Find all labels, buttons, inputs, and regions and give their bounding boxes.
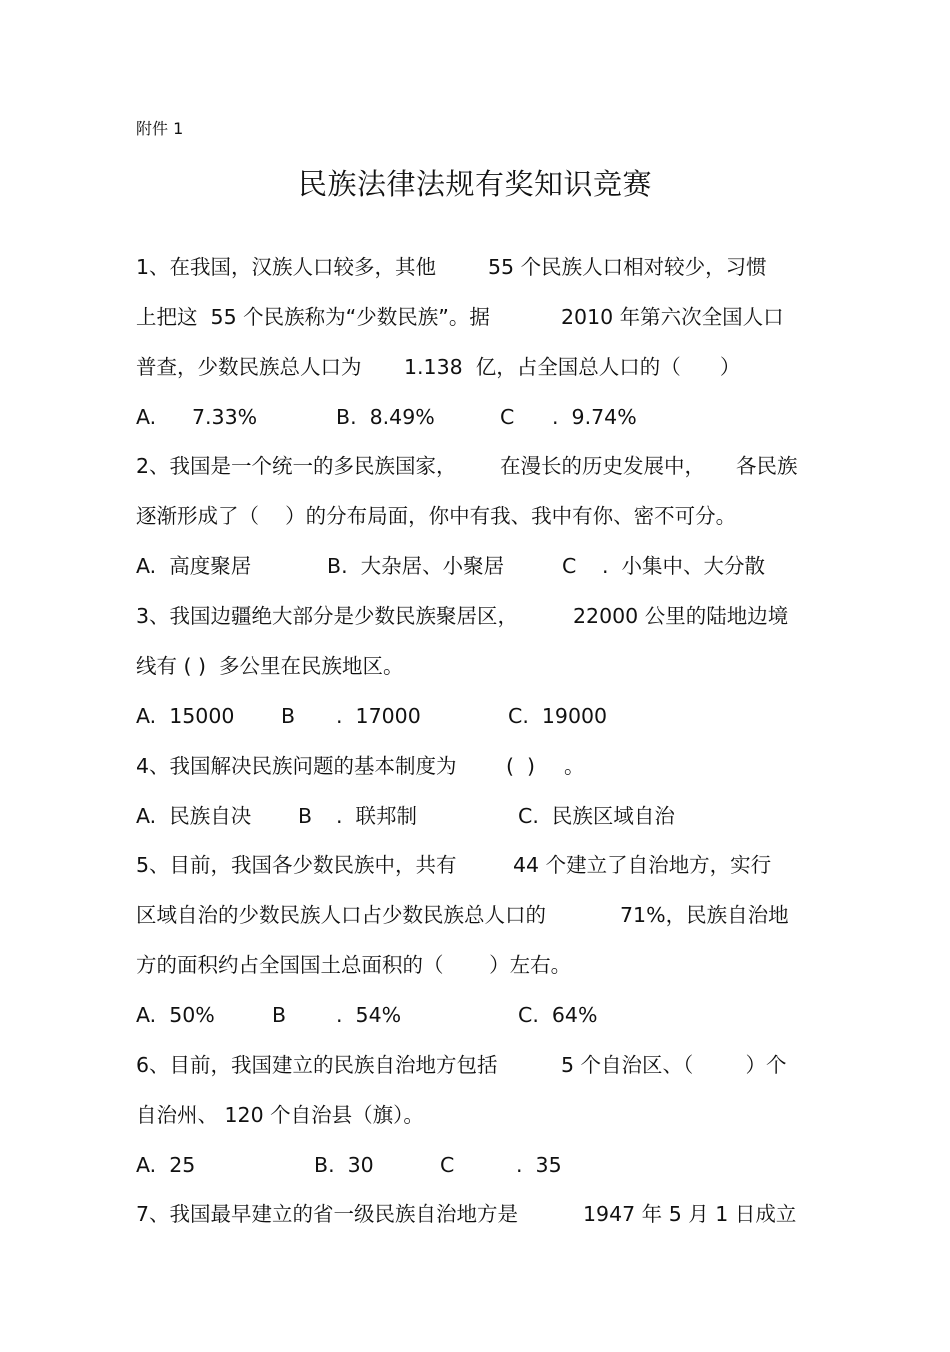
- line-segment: 线有 ( ) 多公里在民族地区。: [136, 654, 404, 678]
- question-line: [136, 749, 585, 783]
- question-line: [136, 449, 798, 483]
- option-label: C: [562, 554, 577, 578]
- question-line: [136, 1048, 787, 1082]
- option-a: A. 高度聚居: [136, 554, 252, 578]
- line-segment: 自治州、 120 个自治县（旗）。: [136, 1103, 424, 1127]
- option-c: C. 19000: [508, 704, 608, 728]
- line-segment: 5 个自治区、（ ）个: [561, 1053, 787, 1077]
- question-line: [136, 599, 789, 633]
- question-line: [136, 649, 404, 683]
- line-segment: 2、我国是一个统一的多民族国家，: [136, 454, 457, 478]
- line-segment: 2010 年第六次全国人口: [561, 305, 784, 329]
- option-label: A.: [136, 405, 157, 429]
- option-b: B. 大杂居、小聚居: [327, 554, 505, 578]
- attachment-label: 附件 1: [136, 119, 184, 138]
- question-line: [136, 1197, 797, 1231]
- option-b: . 联邦制: [336, 804, 418, 828]
- answer-options: [136, 799, 675, 833]
- line-segment: 各民族: [736, 454, 798, 478]
- option-a: A. 15000: [136, 704, 235, 728]
- question-line: [136, 250, 767, 284]
- option-label: B: [281, 704, 296, 728]
- answer-blank: ( ): [506, 754, 536, 778]
- line-segment: 3、我国边疆绝大部分是少数民族聚居区，: [136, 604, 519, 628]
- option-b: . 17000: [336, 704, 421, 728]
- question-line: [136, 1098, 424, 1132]
- line-segment: 7、我国最早建立的省一级民族自治地方是: [136, 1202, 519, 1226]
- line-segment: 方的面积约占全国国土总面积的（ ）左右。: [136, 953, 572, 977]
- question-line: [136, 350, 741, 384]
- line-segment: 1.138 亿，占全国总人口的（ ）: [404, 355, 741, 379]
- option-a: A. 民族自决: [136, 804, 252, 828]
- answer-options: [136, 998, 598, 1032]
- option-label: B: [298, 804, 313, 828]
- line-segment: 55 个民族人口相对较少，习惯: [488, 255, 767, 279]
- question-line: [136, 499, 737, 533]
- line-segment: 1947 年 5 月 1 日成立: [583, 1202, 797, 1226]
- option-a: A. 25: [136, 1153, 196, 1177]
- line-segment: 上把这 55 个民族称为“少数民族”。据: [136, 305, 490, 329]
- page-title: 民族法律法规有奖知识竞赛: [297, 167, 652, 201]
- option-label: B: [272, 1003, 287, 1027]
- question-line: [136, 300, 784, 334]
- option-c: . 小集中、大分散: [602, 554, 766, 578]
- line-segment: 6、目前，我国建立的民族自治地方包括: [136, 1053, 498, 1077]
- answer-options: [136, 1148, 562, 1182]
- line-segment: 区域自治的少数民族人口占少数民族总人口的: [136, 903, 546, 927]
- option-b: B. 30: [314, 1153, 374, 1177]
- option-a: 7.33%: [192, 405, 258, 429]
- option-c: . 35: [516, 1153, 562, 1177]
- option-c: . 9.74%: [552, 405, 637, 429]
- line-segment: 71%，民族自治地: [620, 903, 789, 927]
- answer-options: [136, 400, 637, 434]
- question-line: [136, 848, 772, 882]
- option-b: B. 8.49%: [336, 405, 435, 429]
- option-c: C. 64%: [518, 1003, 598, 1027]
- option-label: C: [500, 405, 515, 429]
- line-segment: 5、目前，我国各少数民族中，共有: [136, 853, 457, 877]
- line-segment: 逐渐形成了（ ）的分布局面，你中有我、我中有你、密不可分。: [136, 504, 737, 528]
- line-segment: 22000 公里的陆地边境: [573, 604, 789, 628]
- option-c: C. 民族区域自治: [518, 804, 675, 828]
- line-segment: 1、在我国，汉族人口较多，其他: [136, 255, 437, 279]
- question-line: [136, 948, 572, 982]
- line-segment: 在漫长的历史发展中，: [500, 454, 705, 478]
- line-segment: 普查，少数民族总人口为: [136, 355, 362, 379]
- question-line: [136, 898, 789, 932]
- option-a: A. 50%: [136, 1003, 215, 1027]
- line-segment: 44 个建立了自治地方，实行: [513, 853, 772, 877]
- option-b: . 54%: [336, 1003, 402, 1027]
- line-segment: 。: [564, 754, 585, 778]
- answer-options: [136, 549, 766, 583]
- line-segment: 4、我国解决民族问题的基本制度为: [136, 754, 457, 778]
- option-label: C: [440, 1153, 455, 1177]
- answer-options: [136, 699, 608, 733]
